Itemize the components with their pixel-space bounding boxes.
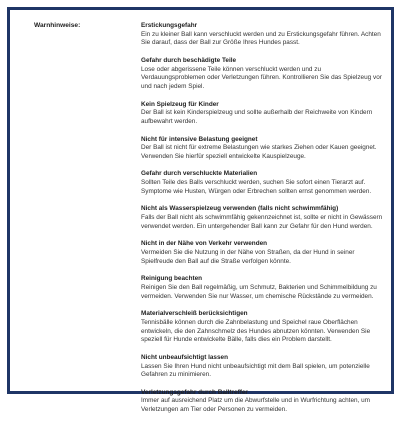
warning-title: Erstickungsgefahr	[141, 22, 198, 29]
warning-item	[141, 57, 387, 91]
warning-item	[141, 22, 387, 48]
warning-text: Vermeiden Sie die Nutzung in der Nähe von Straßen, da der Hund in seiner Spielfreude den Ball auf die Straße verfolgen könnte.	[141, 249, 355, 265]
warning-text: Lassen Sie Ihren Hund nicht unbeaufsichtigt mit dem Ball spielen, um potenzielle Gefahren zu minimieren.	[141, 362, 370, 379]
warning-title: Nicht unbeaufsichtigt lassen	[141, 353, 228, 361]
warnings-list	[141, 22, 387, 424]
warning-title: Nicht in der Nähe von Verkehr verwenden	[141, 240, 268, 248]
warning-text: Der Ball ist kein Kinderspielzeug und sollte außerhalb der Reichweite von Kindern aufbewahrt werden.	[141, 109, 373, 125]
warning-title: Nicht als Wasserspielzeug verwenden (falls nicht schwimmfähig)	[141, 205, 339, 213]
warning-title: Nicht für intensive Belastung geeignet	[141, 135, 258, 143]
warning-title: Materialverschleiß berücksichtigen	[141, 310, 248, 318]
warning-text: Falls der Ball nicht als schwimmfähig gekennzeichnet ist, sollte er nicht in Gewässern verwendet werden. Ein untergehender Ball kann zur Gefahr für den Hund werden.	[141, 214, 383, 230]
warning-text: Immer auf ausreichend Platz um die Abwurfstelle und in Wurfrichtung achten, um Verletzungen am Tier oder Personen zu vermeiden.	[141, 397, 370, 414]
warning-text: Ein zu kleiner Ball kann verschluckt werden und zu Erstickungsgefahr führen. Achten Sie darauf, dass der Ball zur Größe Ihres Hundes passt.	[141, 30, 381, 47]
warning-title: Reinigung beachten	[141, 275, 203, 283]
warning-item	[141, 136, 387, 162]
warning-text: Reinigen Sie den Ball regelmäßig, um Schmutz, Bakterien und Schimmelbildung zu vermeiden. Verwenden Sie nur Wasser, um chemische Rückstände zu vermeiden.	[141, 283, 377, 300]
warning-item	[141, 389, 387, 415]
warning-title: Kein Spielzeug für Kinder	[141, 100, 219, 108]
warning-item	[141, 310, 387, 344]
warning-item	[141, 275, 387, 301]
warning-text: Sollten Teile des Balls verschluckt werden, suchen Sie sofort einen Tierarzt auf. Symptome wie Husten, Würgen oder Erbrechen sollten ernst genommen werden.	[141, 179, 372, 195]
warning-title: Gefahr durch verschluckte Materialien	[141, 170, 258, 178]
warning-title: Gefahr durch beschädigte Teile	[141, 56, 237, 64]
warning-item	[141, 240, 387, 266]
warning-item	[141, 170, 387, 196]
warning-text: Tennisbälle können durch die Zahnbelastung und Speichel raue Oberflächen entwickeln, die den Zahnschmelz des Hundes abnutzen könnten. Verwenden Sie speziell für Hunde entwickelte Bälle, falls dies ein Problem darstellt.	[141, 318, 371, 344]
warning-text: Lose oder abgerissene Teile können verschluckt werden und zu Verdauungsproblemen oder Verletzungen führen. Kontrollieren Sie das Spielzeug vor und nach jedem Spiel.	[141, 65, 382, 90]
section-label: Warnhinweise:	[34, 22, 81, 29]
document-frame	[7, 7, 394, 414]
warning-item	[141, 205, 387, 231]
warning-item	[141, 354, 387, 380]
warning-item	[141, 101, 387, 127]
warning-text: Der Ball ist nicht für extreme Belastungen wie starkes Ziehen oder Kauen geeignet. Verwenden Sie hierfür speziell entwickelte Kauspielzeuge.	[141, 144, 377, 160]
warning-title: Verletzungsgefahr durch Balltreffer	[141, 388, 248, 396]
